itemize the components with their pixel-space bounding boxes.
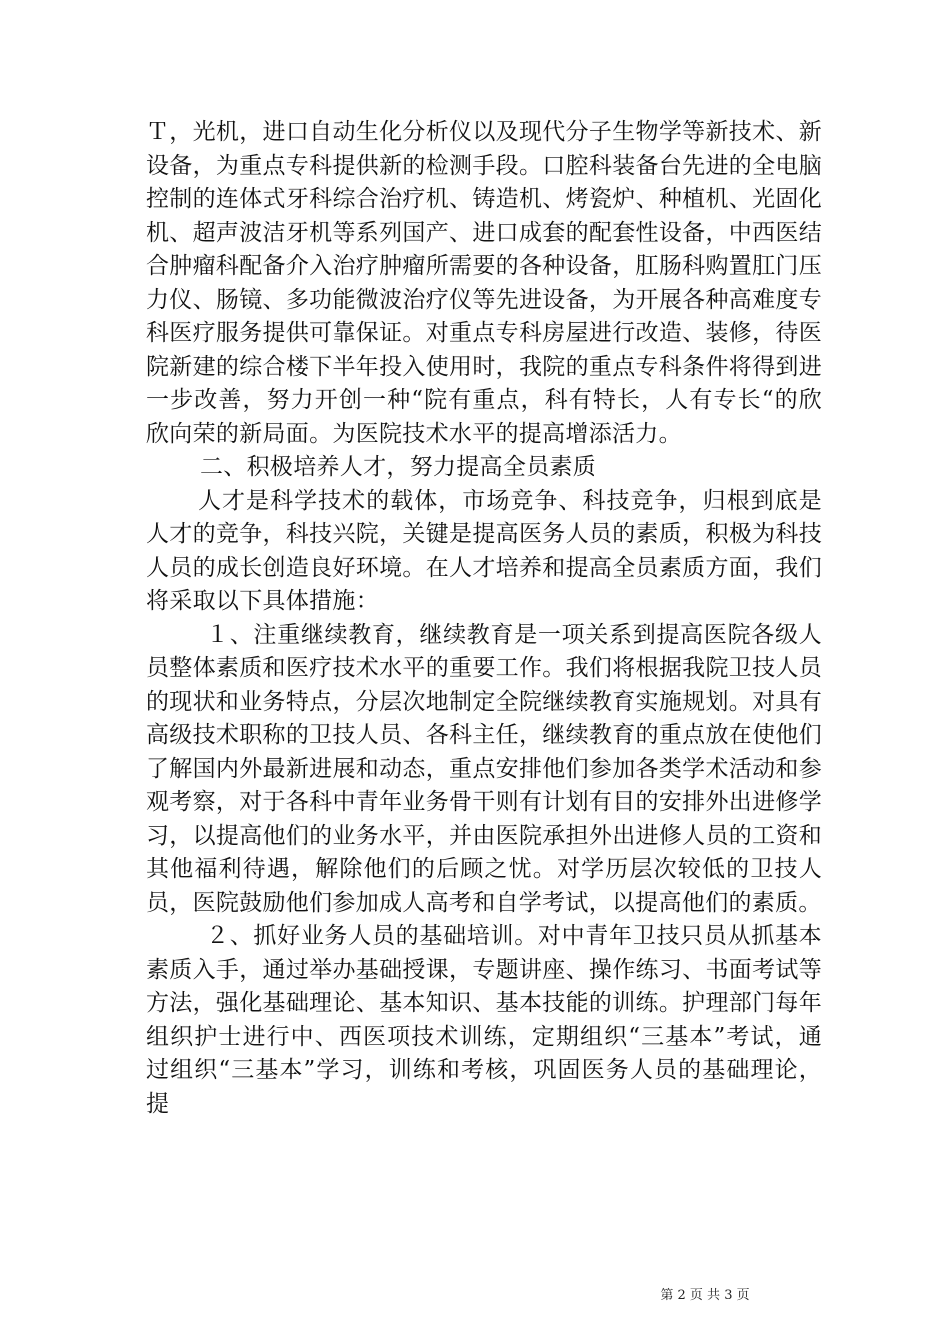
- paragraph-item-1-continuing-education: １、注重继续教育，继续教育是一项关系到提高医院各级人员整体素质和医疗技术水平的重要工作。我们将根据我院卫技人员的现状和业务特点，分层次地制定全院继续教育实施规划。对具有高级技术职称的卫技人员、各科主任，继续教育的重点放在使他们了解国内外最新进展和动态，重点安排他们参加各类学术活动和参观考察，对于各科中青年业务骨干则有计划有目的安排外出进修学习，以提高他们的业务水平，并由医院承担外出进修人员的工资和其他福利待遇，解除他们的后顾之忧。对学历层次较低的卫技人员，医院鼓励他们参加成人高考和自学考试，以提高他们的素质。: [146, 621, 822, 916]
- paragraph-item-2-basic-training: ２、抓好业务人员的基础培训。对中青年卫技只员从抓基本素质入手，通过举办基础授课，专题讲座、操作练习、书面考试等方法，强化基础理论、基本知识、基本技能的训练。护理部门每年组织护士进行中、西医项技术训练，定期组织“三基本”考试，通过组织“三基本”学习，训练和考核，巩固医务人员的基础理论，提: [146, 923, 822, 1117]
- section-heading-talent: 二、积极培养人才，努力提高全员素质: [200, 454, 597, 480]
- paragraph-equipment: Ｔ，光机，进口自动生化分析仪以及现代分子生物学等新技术、新设备，为重点专科提供新的检测手段。口腔科装备台先进的全电脑控制的连体式牙科综合治疗机、铸造机、烤瓷炉、种植机、光固化机、超声波洁牙机等系列国产、进口成套的配套性设备，中西医结合肿瘤科配备介入治疗肿瘤所需要的各种设备，肛肠科购置肛门压力仪、肠镜、多功能微波治疗仪等先进设备，为开展各种高难度专科医疗服务提供可靠保证。对重点专科房屋进行改造、装修，待医院新建的综合楼下半年投入使用时，我院的重点专科条件将得到进一步改善，努力开创一种“院有重点，科有特长，人有专长“的欣欣向荣的新局面。为医院技术水平的提高增添活力。: [146, 119, 822, 447]
- page-number: 第 2 页 共 3 页: [660, 1288, 750, 1303]
- paragraph-talent-intro: 人才是科学技术的载体，市场竞争、科技竞争，归根到底是人才的竞争，科技兴院，关键是提高医务人员的素质，积极为科技人员的成长创造良好环境。在人才培养和提高全员素质方面，我们将采取以下具体措施：: [146, 487, 822, 614]
- page-footer: [0, 1284, 950, 1303]
- document-body: [146, 116, 822, 1121]
